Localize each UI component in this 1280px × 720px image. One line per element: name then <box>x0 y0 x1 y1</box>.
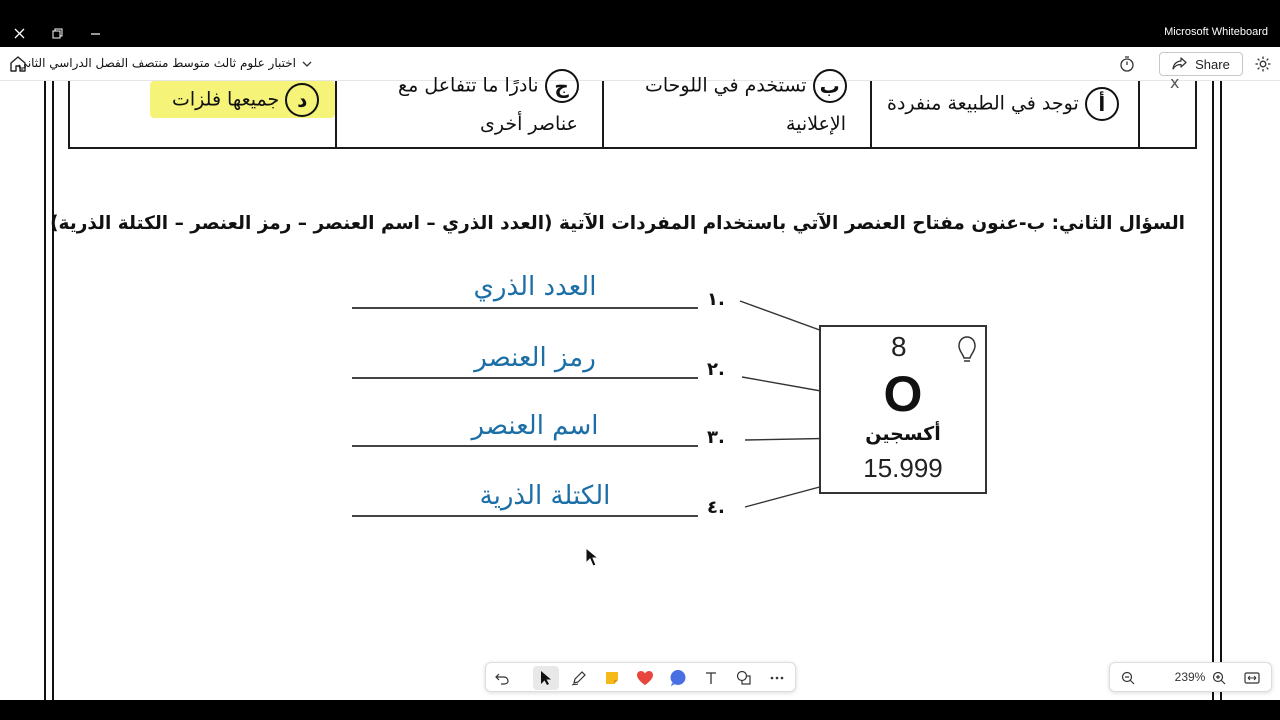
app-title: Microsoft Whiteboard <box>1164 26 1268 38</box>
answer-4: الكتلة الذرية <box>479 481 611 511</box>
item-number-1: .١ <box>707 289 725 310</box>
select-tool-button[interactable] <box>533 666 559 690</box>
item-number-4: .٤ <box>707 497 725 518</box>
restore-icon <box>52 28 63 39</box>
chevron-down-icon[interactable] <box>300 57 314 71</box>
zoom-out-button[interactable] <box>1115 666 1141 690</box>
table-bottom-border <box>68 147 1196 149</box>
answer-line-3 <box>352 445 698 447</box>
share-icon <box>1172 57 1187 71</box>
page-border-left-inner <box>52 81 54 700</box>
page-border-right-outer <box>1220 81 1222 700</box>
table-cell-border <box>1138 81 1140 149</box>
zoom-level[interactable]: 239% <box>1174 670 1206 684</box>
drawing-toolbar <box>485 662 796 692</box>
answer-line-2 <box>352 377 698 379</box>
shapes-tool-button[interactable] <box>731 666 757 690</box>
option-a-letter: أ <box>1085 87 1119 121</box>
item-number-3: .٣ <box>707 427 725 448</box>
undo-icon <box>495 671 509 685</box>
item-number-2: .٢ <box>707 359 725 380</box>
table-cell-border <box>68 81 70 149</box>
share-label: Share <box>1195 56 1230 72</box>
option-b-letter: ب <box>813 69 847 103</box>
close-icon <box>14 28 25 39</box>
pointer-icon <box>539 670 553 686</box>
element-key-box <box>819 325 987 494</box>
mouse-cursor-icon <box>585 547 599 567</box>
pen-tool-button[interactable] <box>566 666 592 690</box>
option-a <box>887 87 1119 121</box>
gear-icon[interactable] <box>1254 55 1272 73</box>
table-cell-border <box>335 81 337 149</box>
sticky-note-icon <box>604 670 620 686</box>
option-a-text: توجد في الطبيعة منفردة <box>887 92 1079 115</box>
answer-2: رمز العنصر <box>474 343 596 373</box>
element-symbol: O <box>883 366 923 422</box>
zoom-out-icon <box>1121 671 1135 685</box>
shapes-icon <box>736 670 752 686</box>
option-c-text-line2: عناصر أخرى <box>480 113 578 135</box>
option-b <box>645 69 847 103</box>
option-c-text-line1: نادرًا ما تتفاعل مع <box>398 74 539 97</box>
pen-icon <box>571 670 587 686</box>
zoom-controls <box>1109 662 1272 692</box>
option-d-letter: د <box>285 83 319 117</box>
gas-state-icon <box>957 335 977 365</box>
more-icon <box>770 676 784 680</box>
reactions-button[interactable] <box>632 666 658 690</box>
more-tools-button[interactable] <box>764 666 790 690</box>
zoom-in-button[interactable] <box>1206 666 1232 690</box>
answer-3: اسم العنصر <box>471 411 599 441</box>
top-toolbar <box>0 47 1280 81</box>
option-c-letter: ج <box>545 69 579 103</box>
close-window-button[interactable] <box>0 20 38 47</box>
timer-icon[interactable] <box>1118 55 1136 73</box>
option-b-text-line1: تستخدم في اللوحات <box>645 74 807 97</box>
table-cell-border <box>602 81 604 149</box>
option-d-text: جميعها فلزات <box>172 88 280 111</box>
comment-bubble-icon <box>669 669 687 687</box>
board-title[interactable]: اختبار علوم ثالث متوسط منتصف الفصل الدراسي الثاني <box>17 56 296 70</box>
fit-to-screen-button[interactable] <box>1239 666 1265 690</box>
option-b-text-line2: الإعلانية <box>786 113 846 135</box>
table-cell-border <box>1195 81 1197 149</box>
table-cell-border <box>870 81 872 149</box>
answer-line-1 <box>352 307 698 309</box>
option-d <box>172 83 319 117</box>
minimize-window-button[interactable] <box>76 20 114 47</box>
answer-1: العدد الذري <box>473 272 597 302</box>
text-tool-button[interactable] <box>698 666 724 690</box>
title-bar <box>0 20 1280 47</box>
element-name: أكسجين <box>865 423 941 445</box>
atomic-mass: 15.999 <box>863 453 943 483</box>
comment-button[interactable] <box>665 666 691 690</box>
undo-button[interactable] <box>489 666 515 690</box>
question-text: السؤال الثاني: ب-عنون مفتاح العنصر الآتي باستخدام المفردات الآتية (العدد الذري – اسم العنصر – رمز العنصر – الكتلة الذرية) <box>50 213 1185 234</box>
heart-icon <box>636 670 654 686</box>
table-marker: x <box>1170 73 1180 92</box>
text-icon <box>704 671 718 685</box>
page-border-right-inner <box>1212 81 1214 700</box>
page-border-left-outer <box>44 81 46 700</box>
restore-window-button[interactable] <box>38 20 76 47</box>
option-c <box>398 69 579 103</box>
minimize-icon <box>90 28 101 39</box>
sticky-note-button[interactable] <box>599 666 625 690</box>
answer-line-4 <box>352 515 698 517</box>
atomic-number: 8 <box>891 331 907 362</box>
whiteboard-canvas[interactable] <box>0 73 1280 700</box>
fit-screen-icon <box>1244 671 1260 685</box>
zoom-in-icon <box>1212 671 1226 685</box>
